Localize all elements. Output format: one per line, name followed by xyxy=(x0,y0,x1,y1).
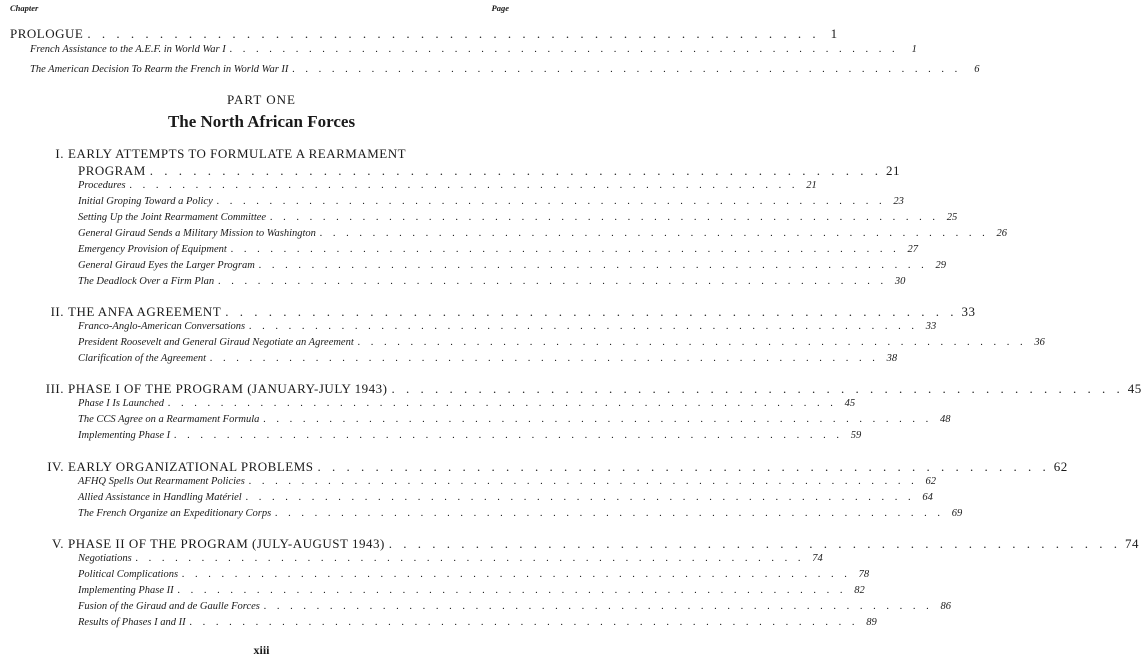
dot-leader: . . . . . . . . . . . . . . . . . . . . . . . . . . . . . . . . . . . . . . . . . . . . . . . . . . . xyxy=(168,398,838,409)
subentry-page: 21 xyxy=(806,180,817,191)
toc-subentry xyxy=(78,430,862,441)
chapter-entry xyxy=(68,304,976,320)
dot-leader: . . . . . . . . . . . . . . . . . . . . . . . . . . . . . . . . . . . . . . . . . . . . . . . . . . . xyxy=(182,569,852,580)
subentry-page: 33 xyxy=(925,321,937,332)
dot-leader: . . . . . . . . . . . . . . . . . . . . . . . . . . . . . . . . . . . . . . . . . . . . . . . . . . . xyxy=(317,459,1050,474)
dot-leader: . . . . . . . . . . . . . . . . . . . . . . . . . . . . . . . . . . . . . . . . . . . . . . . . . . . xyxy=(388,536,1122,551)
chapter-title: PHASE I OF THE PROGRAM (JANUARY-JULY 1943) xyxy=(68,381,388,396)
dot-leader: . . . . . . . . . . . . . . . . . . . . . . . . . . . . . . . . . . . . . . . . . . . . . . . . . . . xyxy=(135,553,805,564)
prologue-title: PROLOGUE xyxy=(10,26,84,41)
subentry-label: Results of Phases I and II xyxy=(78,617,186,628)
subentry-label: Clarification of the Agreement xyxy=(78,353,207,364)
subentry-label: The CCS Agree on a Rearmament Formula xyxy=(78,414,260,425)
part-title: The North African Forces xyxy=(167,112,356,131)
dot-leader: . . . . . . . . . . . . . . . . . . . . . . . . . . . . . . . . . . . . . . . . . . . . . . . . . . . xyxy=(87,26,820,41)
toc-subentry xyxy=(78,260,946,271)
subentry-page: 26 xyxy=(996,228,1008,239)
subentry-label: The Deadlock Over a Firm Plan xyxy=(78,276,215,287)
subentry-page: 59 xyxy=(850,430,862,441)
dot-leader: . . . . . . . . . . . . . . . . . . . . . . . . . . . . . . . . . . . . . . . . . . . . . . . . . . . xyxy=(249,321,919,332)
chapter-numeral: V. xyxy=(52,536,64,551)
subentry-label: AFHQ Spells Out Rearmament Policies xyxy=(78,476,245,487)
subentry-page: 82 xyxy=(854,585,865,596)
subentry-page: 78 xyxy=(858,569,870,580)
dot-leader: . . . . . . . . . . . . . . . . . . . . . . . . . . . . . . . . . . . . . . . . . . . . . . . . . . . xyxy=(229,44,899,55)
dot-leader: . . . . . . . . . . . . . . . . . . . . . . . . . . . . . . . . . . . . . . . . . . . . . . . . . . . xyxy=(129,180,799,191)
toc-subentry xyxy=(78,553,823,564)
subentry-page: 25 xyxy=(946,212,958,223)
chapter-title: PROGRAM xyxy=(78,163,146,178)
page-number: xiii xyxy=(253,643,270,657)
chapter-title: EARLY ORGANIZATIONAL PROBLEMS xyxy=(68,459,314,474)
subentry-page: 1 xyxy=(911,44,917,55)
dot-leader: . . . . . . . . . . . . . . . . . . . . . . . . . . . . . . . . . . . . . . . . . . . . . . . . . . . xyxy=(230,244,900,255)
dot-leader: . . . . . . . . . . . . . . . . . . . . . . . . . . . . . . . . . . . . . . . . . . . . . . . . . . . xyxy=(216,196,886,207)
toc-subentry xyxy=(78,196,904,207)
page-column-label: Page xyxy=(491,3,509,13)
subentry-label: The French Organize an Expeditionary Corps xyxy=(78,508,272,519)
toc-subentry xyxy=(78,337,1045,348)
subentry-page: 74 xyxy=(812,553,823,564)
prologue-page: 1 xyxy=(830,26,838,41)
chapter-entry xyxy=(68,459,1068,475)
toc-subentry xyxy=(78,508,963,519)
subentry-label: General Giraud Sends a Military Mission to Washington xyxy=(78,228,316,239)
subentry-label: Phase I Is Launched xyxy=(78,398,165,409)
subentry-label: French Assistance to the A.E.F. in World War I xyxy=(30,44,226,55)
toc-subentry xyxy=(30,64,980,75)
subentry-page: 62 xyxy=(925,476,936,487)
dot-leader: . . . . . . . . . . . . . . . . . . . . . . . . . . . . . . . . . . . . . . . . . . . . . . . . . . . xyxy=(210,353,880,364)
subentry-page: 30 xyxy=(894,276,906,287)
chapter-page: 21 xyxy=(886,163,901,178)
toc-subentry xyxy=(78,414,951,425)
chapter-title-line1 xyxy=(68,146,511,162)
chapter-column-label: Chapter xyxy=(10,3,39,13)
toc-subentry xyxy=(78,492,933,503)
prologue-entry xyxy=(10,26,838,42)
toc-subentry xyxy=(78,398,856,409)
dot-leader: . . . . . . . . . . . . . . . . . . . . . . . . . . . . . . . . . . . . . . . . . . . . . . . . . . . xyxy=(270,212,940,223)
toc-subentry xyxy=(78,212,958,223)
chapter-page: 62 xyxy=(1053,459,1068,474)
toc-subentry xyxy=(78,180,817,191)
subentry-page: 38 xyxy=(886,353,898,364)
toc-subentry xyxy=(30,44,917,55)
chapter-numeral: IV. xyxy=(47,459,64,474)
dot-leader: . . . . . . . . . . . . . . . . . . . . . . . . . . . . . . . . . . . . . . . . . . . . . . . . . . . xyxy=(357,337,1027,348)
chapter-title: THE ANFA AGREEMENT xyxy=(68,304,222,319)
subentry-label: Fusion of the Giraud and de Gaulle Forces xyxy=(78,601,260,612)
chapter-numeral: II. xyxy=(50,304,64,319)
toc-subentry xyxy=(78,244,918,255)
dot-leader: . . . . . . . . . . . . . . . . . . . . . . . . . . . . . . . . . . . . . . . . . . . . . . . . . . . xyxy=(292,64,962,75)
chapter-title: PHASE II OF THE PROGRAM (JULY-AUGUST 1943) xyxy=(68,536,385,551)
toc-subentry xyxy=(78,276,906,287)
dot-leader: . . . . . . . . . . . . . . . . . . . . . . . . . . . . . . . . . . . . . . . . . . . . . . . . . . . xyxy=(319,228,990,239)
subentry-page: 89 xyxy=(866,617,877,628)
subentry-page: 23 xyxy=(893,196,904,207)
dot-leader: . . . . . . . . . . . . . . . . . . . . . . . . . . . . . . . . . . . . . . . . . . . . . . . . . . . xyxy=(391,381,1124,396)
subentry-label: Procedures xyxy=(78,180,126,191)
chapter-title: EARLY ATTEMPTS TO FORMULATE A REARMAMENT xyxy=(68,146,407,161)
toc-subentry xyxy=(78,601,952,612)
chapter-numeral: III. xyxy=(45,381,64,396)
subentry-label: General Giraud Eyes the Larger Program xyxy=(78,260,255,271)
dot-leader: . . . . . . . . . . . . . . . . . . . . . . . . . . . . . . . . . . . . . . . . . . . . . . . . . . . xyxy=(174,430,844,441)
subentry-page: 86 xyxy=(940,601,952,612)
subentry-page: 27 xyxy=(907,244,918,255)
subentry-page: 29 xyxy=(935,260,946,271)
dot-leader: . . . . . . . . . . . . . . . . . . . . . . . . . . . . . . . . . . . . . . . . . . . . . . . . . . . xyxy=(177,585,847,596)
subentry-page: 69 xyxy=(951,508,963,519)
toc-subentry xyxy=(78,321,937,332)
dot-leader: . . . . . . . . . . . . . . . . . . . . . . . . . . . . . . . . . . . . . . . . . . . . . . . . . . . xyxy=(225,304,958,319)
subentry-label: The American Decision To Rearm the French in World War II xyxy=(30,64,289,75)
dot-leader: . . . . . . . . . . . . . . . . . . . . . . . . . . . . . . . . . . . . . . . . . . . . . . . . . . . xyxy=(263,414,933,425)
dot-leader: . . . . . . . . . . . . . . . . . . . . . . . . . . . . . . . . . . . . . . . . . . . . . . . . . . . xyxy=(263,601,934,612)
dot-leader: . . . . . . . . . . . . . . . . . . . . . . . . . . . . . . . . . . . . . . . . . . . . . . . . . . . xyxy=(275,508,945,519)
dot-leader: . . . . . . . . . . . . . . . . . . . . . . . . . . . . . . . . . . . . . . . . . . . . . . . . . . . xyxy=(258,260,928,271)
chapter-page: 33 xyxy=(961,304,976,319)
dot-leader: . . . . . . . . . . . . . . . . . . . . . . . . . . . . . . . . . . . . . . . . . . . . . . . . . . . xyxy=(149,163,883,178)
part-label: PART ONE xyxy=(227,92,296,107)
toc-subentry xyxy=(78,353,898,364)
subentry-label: Implementing Phase II xyxy=(78,585,174,596)
subentry-label: Setting Up the Joint Rearmament Committee xyxy=(78,212,267,223)
subentry-page: 64 xyxy=(922,492,933,503)
dot-leader: . . . . . . . . . . . . . . . . . . . . . . . . . . . . . . . . . . . . . . . . . . . . . . . . . . . xyxy=(189,617,859,628)
subentry-page: 6 xyxy=(974,64,980,75)
toc-subentry xyxy=(78,569,870,580)
subentry-page: 45 xyxy=(844,398,856,409)
subentry-label: President Roosevelt and General Giraud Negotiate an Agreement xyxy=(78,337,354,348)
subentry-page: 36 xyxy=(1034,337,1045,348)
subentry-label: Implementing Phase I xyxy=(78,430,171,441)
subentry-label: Allied Assistance in Handling Matériel xyxy=(78,492,242,503)
dot-leader: . . . . . . . . . . . . . . . . . . . . . . . . . . . . . . . . . . . . . . . . . . . . . . . . . . . xyxy=(218,276,888,287)
toc-subentry xyxy=(78,476,936,487)
subentry-label: Negotiations xyxy=(78,553,132,564)
chapter-page: 74 xyxy=(1125,536,1140,551)
toc-subentry xyxy=(78,228,1008,239)
chapter-page: 45 xyxy=(1127,381,1142,396)
chapter-entry xyxy=(78,163,901,179)
toc-subentry xyxy=(78,585,865,596)
toc-subentry xyxy=(78,617,877,628)
subentry-label: Franco-Anglo-American Conversations xyxy=(78,321,246,332)
subentry-label: Initial Groping Toward a Policy xyxy=(78,196,213,207)
chapter-entry xyxy=(68,381,1142,397)
subentry-page: 48 xyxy=(940,414,951,425)
chapter-entry xyxy=(68,536,1140,552)
dot-leader: . . . . . . . . . . . . . . . . . . . . . . . . . . . . . . . . . . . . . . . . . . . . . . . . . . . xyxy=(248,476,918,487)
subentry-label: Political Complications xyxy=(78,569,179,580)
dot-leader: . . . . . . . . . . . . . . . . . . . . . . . . . . . . . . . . . . . . . . . . . . . . . . . . . . . xyxy=(245,492,915,503)
subentry-label: Emergency Provision of Equipment xyxy=(78,244,227,255)
chapter-numeral: I. xyxy=(55,146,64,161)
